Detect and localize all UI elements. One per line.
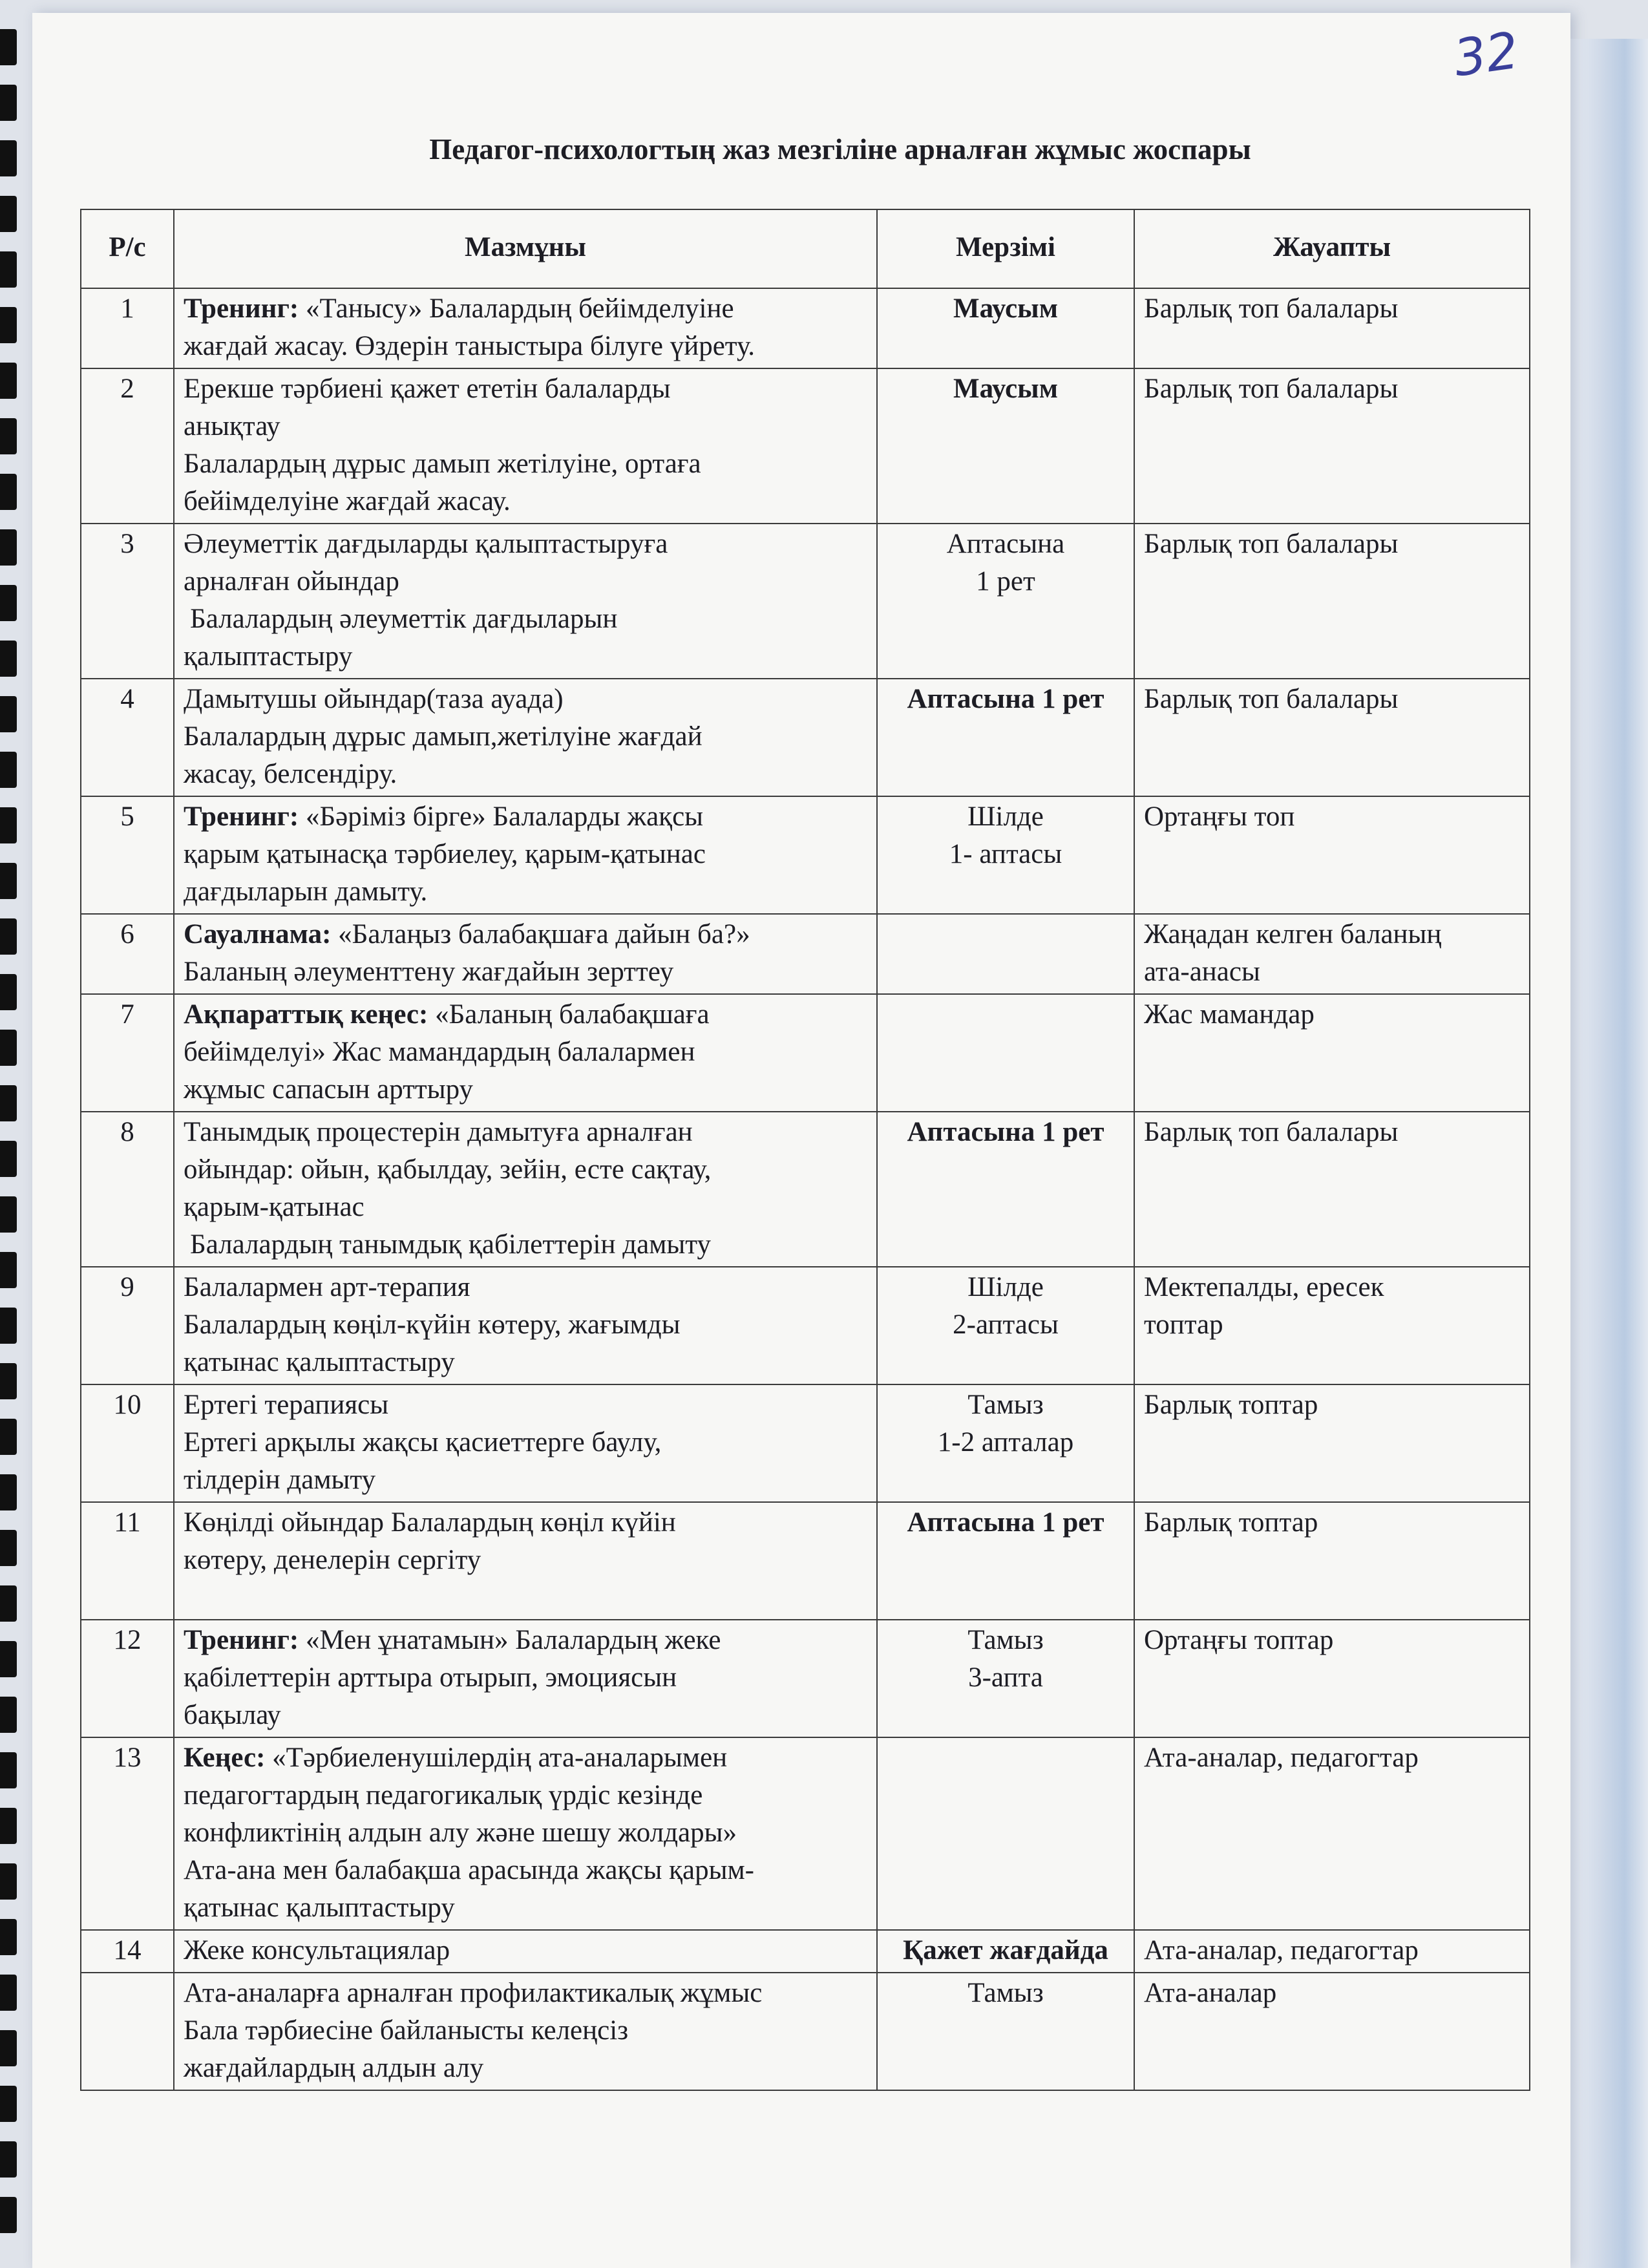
row-number: 11 (81, 1502, 174, 1620)
row-term (877, 796, 1134, 914)
responsible-line: Барлық топ балалары (1144, 293, 1399, 324)
content-line: педагогтардың педагогикалық үрдіс кезінде (184, 1780, 703, 1810)
term-line: Аптасына 1 рет (907, 1507, 1104, 1538)
content-line: конфликтінің алдын алу және шешу жолдары» (184, 1818, 737, 1848)
row-responsible (1134, 994, 1530, 1112)
responsible-line: Жаңадан келген баланың (1144, 919, 1442, 949)
responsible-line: Барлық топ балалары (1144, 684, 1399, 714)
binding-hole (0, 2086, 17, 2122)
table-row (81, 1973, 1530, 2090)
binding-hole (0, 918, 17, 955)
responsible-line: Ата-аналар (1144, 1978, 1277, 2008)
term-line: Қажет жағдайда (903, 1935, 1108, 1966)
row-term (877, 1620, 1134, 1737)
row-term (877, 1384, 1134, 1502)
content-line (184, 996, 867, 1033)
table-row (81, 1737, 1530, 1930)
row-responsible (1134, 288, 1530, 368)
row-number: 3 (81, 524, 174, 679)
row-term (877, 679, 1134, 796)
page-number: 32 (1450, 21, 1523, 89)
term-line: Тамыз (967, 1625, 1044, 1655)
binding-hole (0, 474, 17, 510)
content-line: тілдерін дамыту (184, 1465, 376, 1495)
column-header-term: Мерзімі (877, 209, 1134, 288)
row-term (877, 1973, 1134, 2090)
binding-hole (0, 1863, 17, 1900)
table-row (81, 368, 1530, 524)
responsible-line: Барлық топтар (1144, 1507, 1318, 1538)
responsible-line: топтар (1144, 1309, 1223, 1340)
content-line: Бала тәрбиесіне байланысты келеңсіз (184, 2015, 629, 2046)
row-term (877, 1112, 1134, 1267)
responsible-line: Ортаңғы топтар (1144, 1625, 1334, 1655)
content-text: «Баланың балабақшаға (435, 999, 710, 1030)
binding-hole (0, 85, 17, 121)
table-row (81, 524, 1530, 679)
content-line: бейімделуіне жағдай жасау. (184, 486, 511, 516)
binding-hole (0, 1641, 17, 1677)
row-number: 5 (81, 796, 174, 914)
binding-hole (0, 251, 17, 288)
binding-hole (0, 641, 17, 677)
table-header-row (81, 209, 1530, 288)
binding-hole (0, 752, 17, 788)
row-content (174, 524, 877, 679)
row-number: 7 (81, 994, 174, 1112)
term-line: 3-апта (968, 1662, 1043, 1693)
table-row (81, 994, 1530, 1112)
row-content (174, 1737, 877, 1930)
row-responsible (1134, 914, 1530, 994)
content-label: Ақпараттық кеңес: (184, 999, 428, 1030)
content-text: «Балаңыз балабақшаға дайын ба?» (338, 919, 750, 949)
content-line: қабілеттерін арттыра отырып, эмоциясын (184, 1662, 677, 1693)
responsible-line: Ата-аналар, педагогтар (1144, 1743, 1419, 1773)
binding-hole (0, 29, 17, 65)
content-line (184, 1622, 867, 1659)
term-line: 2-аптасы (953, 1309, 1059, 1340)
content-text: «Тәрбиеленушілердің ата-аналарымен (272, 1743, 728, 1773)
column-header-content: Мазмұны (174, 209, 877, 288)
responsible-line: Барлық топ балалары (1144, 529, 1399, 559)
content-line: Балалардың дұрыс дамып жетілуіне, ортаға (184, 449, 701, 479)
content-line: Ертегі арқылы жақсы қасиеттерге баулу, (184, 1427, 662, 1457)
row-content (174, 679, 877, 796)
table-body (81, 288, 1530, 2090)
responsible-line: Жас мамандар (1144, 999, 1315, 1030)
table-row (81, 1930, 1530, 1973)
binding-hole (0, 418, 17, 454)
responsible-line: Барлық топтар (1144, 1390, 1318, 1420)
content-line (184, 290, 867, 328)
content-line: қарым-қатынас (184, 1192, 364, 1222)
content-line: бақылау (184, 1700, 281, 1730)
document-title: Педагог-психологтың жаз мезгіліне арналған жұмыс жоспары (429, 133, 1251, 165)
row-content (174, 914, 877, 994)
content-line: Балалармен арт-терапия (184, 1272, 470, 1302)
row-content (174, 796, 877, 914)
row-number: 10 (81, 1384, 174, 1502)
content-line (184, 1579, 867, 1616)
binding-hole (0, 585, 17, 621)
content-line: Ерекше тәрбиені қажет ететін балаларды (184, 374, 671, 404)
content-line: анықтау (184, 411, 280, 441)
column-header-number: Р/с (81, 209, 174, 288)
binding-hole (0, 1697, 17, 1733)
row-term (877, 914, 1134, 994)
term-line: Аптасына (946, 529, 1065, 559)
binding-hole (0, 1530, 17, 1566)
binding-hole (0, 696, 17, 732)
row-responsible (1134, 1384, 1530, 1502)
binding-hole (0, 1585, 17, 1622)
content-line: қатынас қалыптастыру (184, 1347, 455, 1377)
binding-hole (0, 2030, 17, 2066)
binding-holes (0, 0, 26, 2268)
content-line: арналған ойындар (184, 566, 399, 597)
content-line: жағдайлардың алдын алу (184, 2053, 484, 2083)
content-line: дағдыларын дамыту. (184, 876, 428, 907)
term-line: 1-2 апталар (937, 1427, 1074, 1457)
binding-hole (0, 807, 17, 843)
content-label: Тренинг: (184, 801, 299, 832)
content-line: жұмыс сапасын арттыру (184, 1074, 474, 1105)
table-row (81, 679, 1530, 796)
term-line: Шілде (967, 801, 1044, 832)
binding-hole (0, 863, 17, 899)
binding-hole (0, 2141, 17, 2178)
content-line: жасау, белсендіру. (184, 759, 397, 789)
row-responsible (1134, 1737, 1530, 1930)
content-line: қатынас қалыптастыру (184, 1892, 455, 1923)
row-number: 12 (81, 1620, 174, 1737)
binding-hole (0, 363, 17, 399)
row-number: 9 (81, 1267, 174, 1384)
content-label: Тренинг: (184, 1625, 299, 1655)
row-content (174, 368, 877, 524)
table-row (81, 1112, 1530, 1267)
row-responsible (1134, 1502, 1530, 1620)
row-number (81, 1973, 174, 2090)
column-header-responsible: Жауапты (1134, 209, 1530, 288)
row-content (174, 1930, 877, 1973)
row-responsible (1134, 1620, 1530, 1737)
binding-hole (0, 1363, 17, 1399)
content-line: Көңілді ойындар Балалардың көңіл күйін (184, 1507, 676, 1538)
content-label: Кеңес: (184, 1743, 266, 1773)
row-responsible (1134, 1112, 1530, 1267)
content-line: Балалардың дұрыс дамып,жетілуіне жағдай (184, 721, 703, 752)
binding-hole (0, 529, 17, 566)
content-line: Ата-ана мен балабақша арасында жақсы қарым- (184, 1855, 754, 1885)
content-line: Әлеуметтік дағдыларды қалыптастыруға (184, 529, 668, 559)
binding-hole (0, 1419, 17, 1455)
row-responsible (1134, 679, 1530, 796)
binding-hole (0, 1808, 17, 1844)
binding-hole (0, 2197, 17, 2233)
row-number: 1 (81, 288, 174, 368)
term-line: Аптасына 1 рет (907, 1117, 1104, 1147)
binding-hole (0, 1030, 17, 1066)
row-term (877, 994, 1134, 1112)
row-number: 4 (81, 679, 174, 796)
responsible-line: Барлық топ балалары (1144, 1117, 1399, 1147)
responsible-line: Мектепалды, ересек (1144, 1272, 1384, 1302)
table-row (81, 1502, 1530, 1620)
table-row (81, 1384, 1530, 1502)
term-line: Тамыз (967, 1978, 1044, 2008)
content-line: қарым қатынасқа тәрбиелеу, қарым-қатынас (184, 839, 706, 869)
term-line: Аптасына 1 рет (907, 684, 1104, 714)
row-number: 6 (81, 914, 174, 994)
row-term (877, 1267, 1134, 1384)
row-responsible (1134, 1930, 1530, 1973)
background-edge (1570, 39, 1648, 2268)
content-line: Балалардың танымдық қабілеттерін дамыту (190, 1229, 712, 1260)
content-line: бейімделуі» Жас мамандардың балалармен (184, 1037, 695, 1067)
row-responsible (1134, 1267, 1530, 1384)
row-responsible (1134, 796, 1530, 914)
term-line: 1- аптасы (949, 839, 1062, 869)
row-term (877, 1930, 1134, 1973)
content-line: көтеру, денелерін сергіту (184, 1545, 481, 1575)
binding-hole (0, 1308, 17, 1344)
row-responsible (1134, 368, 1530, 524)
row-term (877, 524, 1134, 679)
row-content (174, 1112, 877, 1267)
content-line: жағдай жасау. Өздерін таныстыра білуге үйрету. (184, 331, 755, 361)
row-content (174, 1502, 877, 1620)
content-label: Сауалнама: (184, 919, 332, 949)
content-text: «Танысу» Балалардың бейімделуіне (305, 293, 734, 324)
term-line: Маусым (953, 293, 1059, 324)
content-line: Балалардың әлеуметтік дағдыларын (190, 604, 618, 634)
content-text: «Бәріміз бірге» Балаларды жақсы (305, 801, 704, 832)
table-row (81, 1267, 1530, 1384)
content-line: Балалардың көңіл-күйін көтеру, жағымды (184, 1309, 681, 1340)
table-row (81, 288, 1530, 368)
content-line: ойындар: ойын, қабылдау, зейін, есте сақтау, (184, 1154, 712, 1185)
binding-hole (0, 1085, 17, 1121)
table-row (81, 1620, 1530, 1737)
term-line: Маусым (953, 374, 1059, 404)
row-content (174, 1973, 877, 2090)
binding-hole (0, 1975, 17, 2011)
table-row (81, 914, 1530, 994)
row-term (877, 288, 1134, 368)
row-term (877, 1737, 1134, 1930)
responsible-line: Барлық топ балалары (1144, 374, 1399, 404)
binding-hole (0, 1141, 17, 1177)
row-term (877, 1502, 1134, 1620)
binding-hole (0, 1752, 17, 1788)
row-responsible (1134, 1973, 1530, 2090)
responsible-line: ата-анасы (1144, 957, 1260, 987)
responsible-line: Ата-аналар, педагогтар (1144, 1935, 1419, 1966)
binding-hole (0, 1196, 17, 1233)
content-line: Дамытушы ойындар(таза ауада) (184, 684, 564, 714)
binding-hole (0, 1919, 17, 1955)
content-text: «Мен ұнатамын» Балалардың жеке (305, 1625, 721, 1655)
row-content (174, 994, 877, 1112)
content-line: Баланың әлеументтену жағдайын зерттеу (184, 957, 674, 987)
binding-hole (0, 307, 17, 343)
row-responsible (1134, 524, 1530, 679)
row-number: 13 (81, 1737, 174, 1930)
binding-hole (0, 1474, 17, 1510)
binding-hole (0, 196, 17, 232)
term-line: 1 рет (976, 566, 1035, 597)
row-number: 14 (81, 1930, 174, 1973)
row-content (174, 1620, 877, 1737)
term-line: Шілде (967, 1272, 1044, 1302)
binding-hole (0, 1252, 17, 1288)
row-content (174, 288, 877, 368)
content-line: Ертегі терапиясы (184, 1390, 389, 1420)
row-number: 8 (81, 1112, 174, 1267)
content-line: Ата-аналарға арналған профилактикалық жұмыс (184, 1978, 763, 2008)
row-content (174, 1267, 877, 1384)
content-line: Жеке консультациялар (184, 1935, 450, 1966)
content-line (184, 1739, 867, 1777)
content-line (184, 798, 867, 836)
work-plan-table (80, 209, 1530, 2091)
content-label: Тренинг: (184, 293, 299, 324)
row-content (174, 1384, 877, 1502)
content-line: Танымдық процестерін дамытуға арналған (184, 1117, 693, 1147)
row-term (877, 368, 1134, 524)
table-row (81, 796, 1530, 914)
term-line: Тамыз (967, 1390, 1044, 1420)
content-line (184, 916, 867, 953)
content-line: қалыптастыру (184, 641, 353, 672)
row-number: 2 (81, 368, 174, 524)
binding-hole (0, 974, 17, 1010)
responsible-line: Ортаңғы топ (1144, 801, 1295, 832)
